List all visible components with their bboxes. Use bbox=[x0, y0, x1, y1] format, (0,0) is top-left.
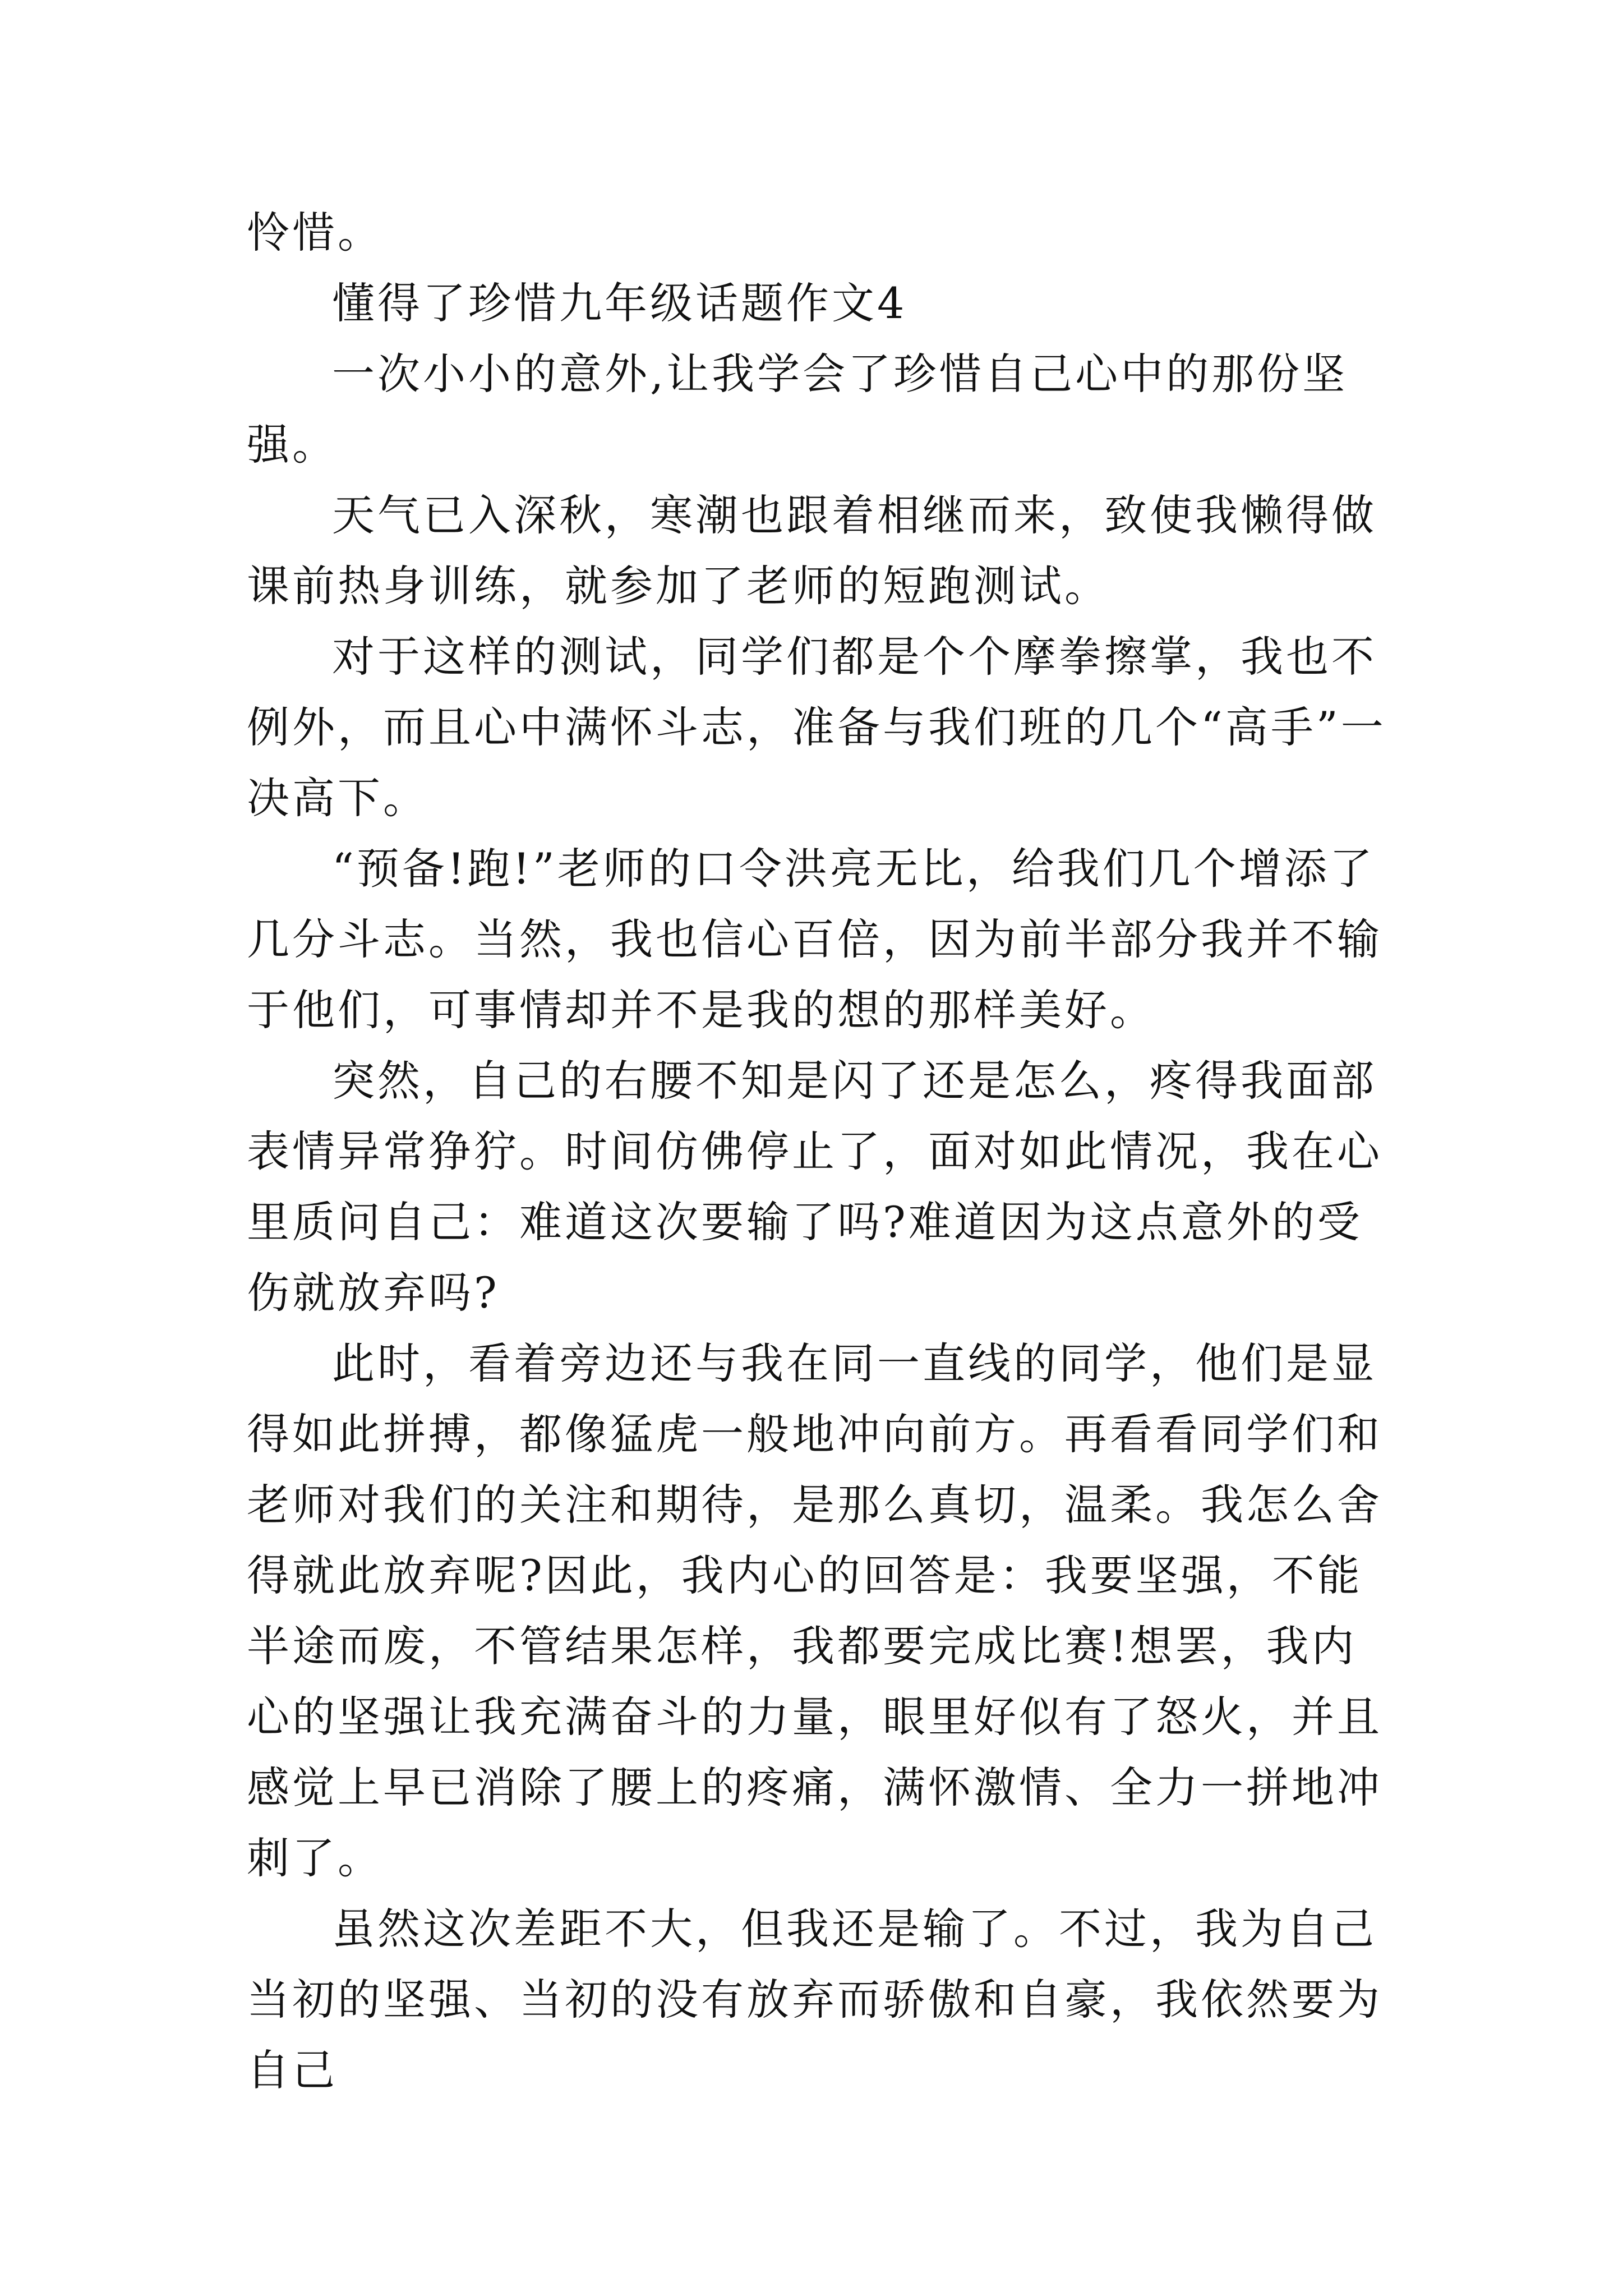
paragraph: 天气已入深秋，寒潮也跟着相继而来，致使我懒得做课前热身训练，就参加了老师的短跑测试。 bbox=[247, 490, 1377, 611]
paragraph: 一次小小的意外,让我学会了珍惜自己心中的那份坚强。 bbox=[247, 349, 1348, 470]
essay-body bbox=[247, 197, 1391, 2106]
paragraph: 对于这样的测试，同学们都是个个摩拳擦掌，我也不例外，而且心中满怀斗志，准备与我们班的几个“高手”一决高下。 bbox=[247, 632, 1386, 823]
paragraph-continuation: 怜惜。 bbox=[247, 208, 383, 257]
paragraph: 虽然这次差距不大，但我还是输了。不过，我为自己当初的坚强、当初的没有放弃而骄傲和自豪，我依然要为自己 bbox=[247, 1904, 1382, 2095]
paragraph: 此时，看着旁边还与我在同一直线的同学，他们是显得如此拼搏，都像猛虎一般地冲向前方。再看看同学们和老师对我们的关注和期待，是那么真切，温柔。我怎么舍得就此放弃呢?因此，我内心的回答是：我要坚强，不能半途而废，不管结果怎样，我都要完成比赛!想罢，我内心的坚强让我充满奋斗的力量，眼里好似有了怒火，并且感觉上早已消除了腰上的疼痛，满怀激情、全力一拼地冲刺了。 bbox=[247, 1338, 1382, 1883]
paragraph: 突然，自己的右腰不知是闪了还是怎么，疼得我面部表情异常狰狞。时间仿佛停止了，面对如此情况，我在心里质问自己：难道这次要输了吗?难道因为这点意外的受伤就放弃吗? bbox=[247, 1056, 1382, 1318]
paragraph: “预备!跑!”老师的口令洪亮无比，给我们几个增添了几分斗志。当然，我也信心百倍，因为前半部分我并不输于他们，可事情却并不是我的想的那样美好。 bbox=[247, 844, 1382, 1035]
essay-title: 懂得了珍惜九年级话题作文4 bbox=[332, 278, 907, 328]
